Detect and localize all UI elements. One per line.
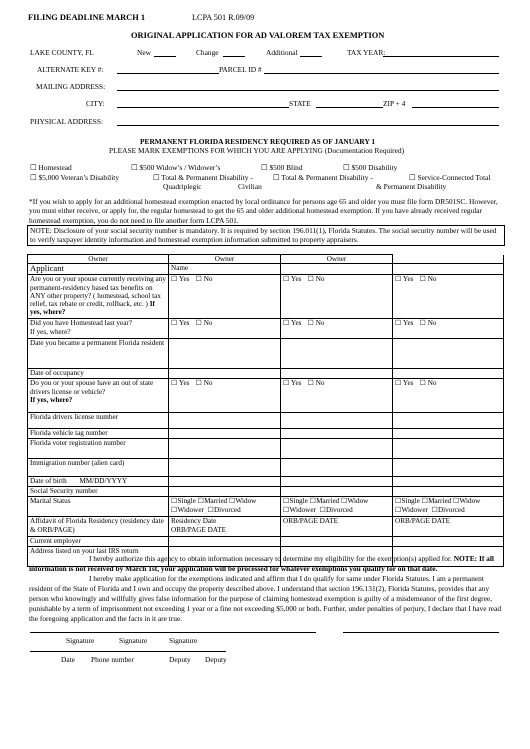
- q-homestead-last-year: Did you have Homestead last year? If yes, where?: [28, 319, 169, 339]
- immigration-2[interactable]: [281, 459, 393, 477]
- state-label: STATE: [289, 99, 311, 108]
- filing-deadline: FILING DEADLINE MARCH 1: [28, 13, 146, 22]
- exemption-widow[interactable]: ☐ $500 Widow’s / Widower’s: [131, 163, 221, 172]
- owner-header-3: Owner: [281, 255, 393, 264]
- fl-tag-label: Florida vehicle tag number: [28, 429, 169, 439]
- residency-subheading: PLEASE MARK EXEMPTIONS FOR WHICH YOU ARE APPLYING (Documentation Required): [109, 146, 405, 155]
- affidavit-1[interactable]: Residency Date ORB/PAGE DATE: [169, 517, 281, 537]
- exemption-blind[interactable]: ☐ $500 Blind: [261, 163, 303, 172]
- employer-label: Current employer: [28, 537, 169, 547]
- name-3[interactable]: [393, 264, 504, 275]
- occupancy-3[interactable]: [393, 369, 504, 379]
- q-resident-date: Date you became a permanent Florida resident: [28, 339, 169, 369]
- exemption-total-quadriplegic-line2: Quadriplegic: [163, 182, 202, 191]
- owner-header-2: Owner: [169, 255, 281, 264]
- fl-license-2[interactable]: [281, 413, 393, 429]
- date-of-occupancy-label: Date of occupancy: [28, 369, 169, 379]
- exemption-total-quadriplegic[interactable]: ☐ Total & Permanent Disability -: [153, 173, 253, 182]
- ssn-notice: NOTE: Disclosure of your social security number is mandatory. It is required by section 196.011(1), Florida Statutes. The social security number will be used to verify taxpayer identity information and homestead exemption information submitted to property appraisers.: [27, 225, 505, 246]
- fl-tag-1[interactable]: [169, 429, 281, 439]
- deputy-label-1: Deputy: [169, 655, 191, 664]
- additional-field[interactable]: [300, 56, 322, 57]
- fl-license-3[interactable]: [393, 413, 504, 429]
- city-label: CITY:: [86, 99, 105, 108]
- dob-2[interactable]: [281, 477, 393, 487]
- name-2[interactable]: [281, 264, 393, 275]
- signature-line-1[interactable]: [30, 632, 316, 633]
- zip-label: ZIP + 4: [383, 99, 406, 108]
- q-out-of-state-answer-2[interactable]: ☐ Yes ☐ No: [281, 379, 393, 413]
- alternate-key-field[interactable]: [117, 73, 219, 74]
- mailing-address-label: MAILING ADDRESS:: [36, 82, 106, 91]
- ssn-3[interactable]: [393, 487, 504, 497]
- checkbox-icon: ☐: [273, 173, 282, 182]
- tax-year-label: TAX YEAR:: [347, 48, 386, 57]
- exemption-service-connected-line2: & Permanent Disability: [376, 182, 447, 191]
- employer-3[interactable]: [393, 537, 504, 547]
- date-label: Date: [61, 655, 75, 664]
- physical-address-label: PHYSICAL ADDRESS:: [30, 117, 104, 126]
- checkbox-icon: ☐: [131, 163, 140, 172]
- marital-2[interactable]: ☐Single ☐Married ☐Widow ☐Widower ☐Divorced: [281, 497, 393, 517]
- q-out-of-state-license: Do you or your spouse have an out of state drivers license or vehicle? If yes, where?: [28, 379, 169, 413]
- q-homestead-answer-3[interactable]: ☐ Yes ☐ No: [393, 319, 504, 339]
- resident-date-2[interactable]: [281, 339, 393, 369]
- owner-table: [27, 254, 504, 567]
- checkbox-icon: ☐: [30, 173, 39, 182]
- fl-voter-1[interactable]: [169, 439, 281, 459]
- fl-tag-2[interactable]: [281, 429, 393, 439]
- checkbox-icon: ☐: [409, 173, 418, 182]
- dob-1[interactable]: [169, 477, 281, 487]
- checkbox-icon: ☐: [261, 163, 270, 172]
- county-label: LAKE COUNTY, FL: [30, 48, 94, 57]
- deputy-label-2: Deputy: [205, 655, 227, 664]
- irs-address-label: Address listed on your last IRS return: [28, 547, 169, 567]
- q-out-of-state-answer-3[interactable]: ☐ Yes ☐ No: [393, 379, 504, 413]
- q-homestead-answer-2[interactable]: ☐ Yes ☐ No: [281, 319, 393, 339]
- owner-header-1: Owner: [28, 255, 169, 264]
- owner-header-4: [393, 255, 504, 264]
- immigration-1[interactable]: [169, 459, 281, 477]
- exemption-homestead[interactable]: ☐ Homestead: [30, 163, 72, 172]
- fl-license-label: Florida drivers license number: [28, 413, 169, 429]
- fl-voter-3[interactable]: [393, 439, 504, 459]
- q-other-benefits-answer-2[interactable]: ☐ Yes ☐ No: [281, 275, 393, 319]
- date-phone-line[interactable]: [30, 651, 226, 652]
- marital-1[interactable]: ☐Single ☐Married ☐Widow ☐Widower ☐Divorced: [169, 497, 281, 517]
- new-label: New: [137, 48, 151, 57]
- phone-label: Phone number: [91, 655, 134, 664]
- signature-label-2: Signature: [119, 636, 148, 645]
- new-field[interactable]: [154, 56, 176, 57]
- name-1[interactable]: Name: [169, 264, 281, 275]
- applicant-name-label: Applicant: [28, 264, 169, 275]
- signature-label-3: Signature: [169, 636, 198, 645]
- affidavit-3[interactable]: ORB/PAGE DATE: [393, 517, 504, 537]
- zip-field[interactable]: [412, 107, 499, 108]
- immigration-label: Immigration number (alien card): [28, 459, 169, 477]
- residency-heading: PERMANENT FLORIDA RESIDENCY REQUIRED AS OF JANUARY 1: [140, 137, 376, 146]
- fl-tag-3[interactable]: [393, 429, 504, 439]
- authorization-paragraph: I hereby authorize this agency to obtain information necessary to determine my eligibility for the exemption(s) applied for. NOTE: If all information is not received by March 1st, your application will be processed for whatever exemptions you qualify for on that date.: [29, 554, 494, 573]
- form-title: ORIGINAL APPLICATION FOR AD VALOREM TAX EXEMPTION: [131, 31, 385, 40]
- signature-line-2[interactable]: [343, 632, 499, 633]
- alternate-key-label: ALTERNATE KEY #:: [37, 65, 104, 74]
- mailing-address-field[interactable]: [117, 90, 499, 91]
- exemption-veteran[interactable]: ☐ $5,000 Veteran’s Disability: [30, 173, 120, 182]
- checkbox-icon: ☐: [153, 173, 162, 182]
- ssn-1[interactable]: [169, 487, 281, 497]
- occupancy-1[interactable]: [169, 369, 281, 379]
- affirmation-paragraph: I hereby make application for the exemptions indicated and affirm that I do qualify for same under Florida Statutes. I am a permanent resident of the State of Florida and I own and occupy the property described above. I understand that section 196.131(2), Florida Statutes, provides that any person who knowingly and willfully gives false information for the purpose of claiming homestead exemption is guilty of a misdemeanor of the first degree, punishable by a term of imprisonment not exceeding 1 year or a fine not exceeding $5,000 or both. Further, under penalties of perjury, I declare that I have read the foregoing application and the facts in it are true.: [29, 574, 502, 623]
- change-field[interactable]: [223, 56, 245, 57]
- affidavit-2[interactable]: ORB/PAGE DATE: [281, 517, 393, 537]
- q-other-benefits: Are you or your spouse currently receiving any permanent-residency based tax benefits on ANY other property? ( homestead, school tax relief, tax rebate or credit, rollback, etc. ) If yes, where?: [28, 275, 169, 319]
- exemption-disability[interactable]: ☐ $500 Disability: [343, 163, 398, 172]
- affidavit-label: Affidavit of Florida Residency (residency date & ORB/PAGE): [28, 517, 169, 537]
- fl-voter-label: Florida voter registration number: [28, 439, 169, 459]
- ssn-2[interactable]: [281, 487, 393, 497]
- checkbox-icon: ☐: [30, 163, 39, 172]
- city-field[interactable]: [117, 107, 289, 108]
- fl-license-1[interactable]: [169, 413, 281, 429]
- state-field[interactable]: [316, 107, 383, 108]
- immigration-3[interactable]: [393, 459, 504, 477]
- resident-date-1[interactable]: [169, 339, 281, 369]
- exemption-total-civilian-line2: Civilian: [238, 182, 262, 191]
- employer-2[interactable]: [281, 537, 393, 547]
- dr501sc-notice: *If you wish to apply for an additional homestead exemption enacted by local ordinance for persons age 65 and older you must file form DR501SC. However, you must either receive, or apply for, the regular homestead to get the 65 and older additional homestead exemption. If you have already received regular homestead exemption, you do not need to file another form LCPA 501.: [29, 197, 498, 225]
- checkbox-icon: ☐: [343, 163, 352, 172]
- physical-address-field[interactable]: [117, 125, 499, 126]
- tax-year-field[interactable]: [383, 56, 499, 57]
- exemption-service-connected[interactable]: ☐ Service-Connected Total: [409, 173, 491, 182]
- marital-3[interactable]: ☐Single ☐Married ☐Widow ☐Widower ☐Divorced: [393, 497, 504, 517]
- change-label: Change: [196, 48, 219, 57]
- ssn-label: Social Security number: [28, 487, 169, 497]
- parcel-id-label: PARCEL ID #: [219, 65, 262, 74]
- q-other-benefits-answer-1[interactable]: ☐ Yes ☐ No: [169, 275, 281, 319]
- resident-date-3[interactable]: [393, 339, 504, 369]
- additional-label: Additional: [266, 48, 298, 57]
- q-other-benefits-answer-3[interactable]: ☐ Yes ☐ No: [393, 275, 504, 319]
- occupancy-2[interactable]: [281, 369, 393, 379]
- exemption-total-civilian[interactable]: ☐ Total & Permanent Disability -: [273, 173, 373, 182]
- marital-label: Marital Status: [28, 497, 169, 517]
- employer-1[interactable]: [169, 537, 281, 547]
- signature-label-1: Signature: [66, 636, 95, 645]
- dob-label: Date of birth MM/DD/YYYY: [28, 477, 169, 487]
- dob-3[interactable]: [393, 477, 504, 487]
- fl-voter-2[interactable]: [281, 439, 393, 459]
- q-homestead-answer-1[interactable]: ☐ Yes ☐ No: [169, 319, 281, 339]
- q-out-of-state-answer-1[interactable]: ☐ Yes ☐ No: [169, 379, 281, 413]
- parcel-id-field[interactable]: [264, 73, 499, 74]
- form-code: LCPA 501 R.09/09: [192, 13, 255, 22]
